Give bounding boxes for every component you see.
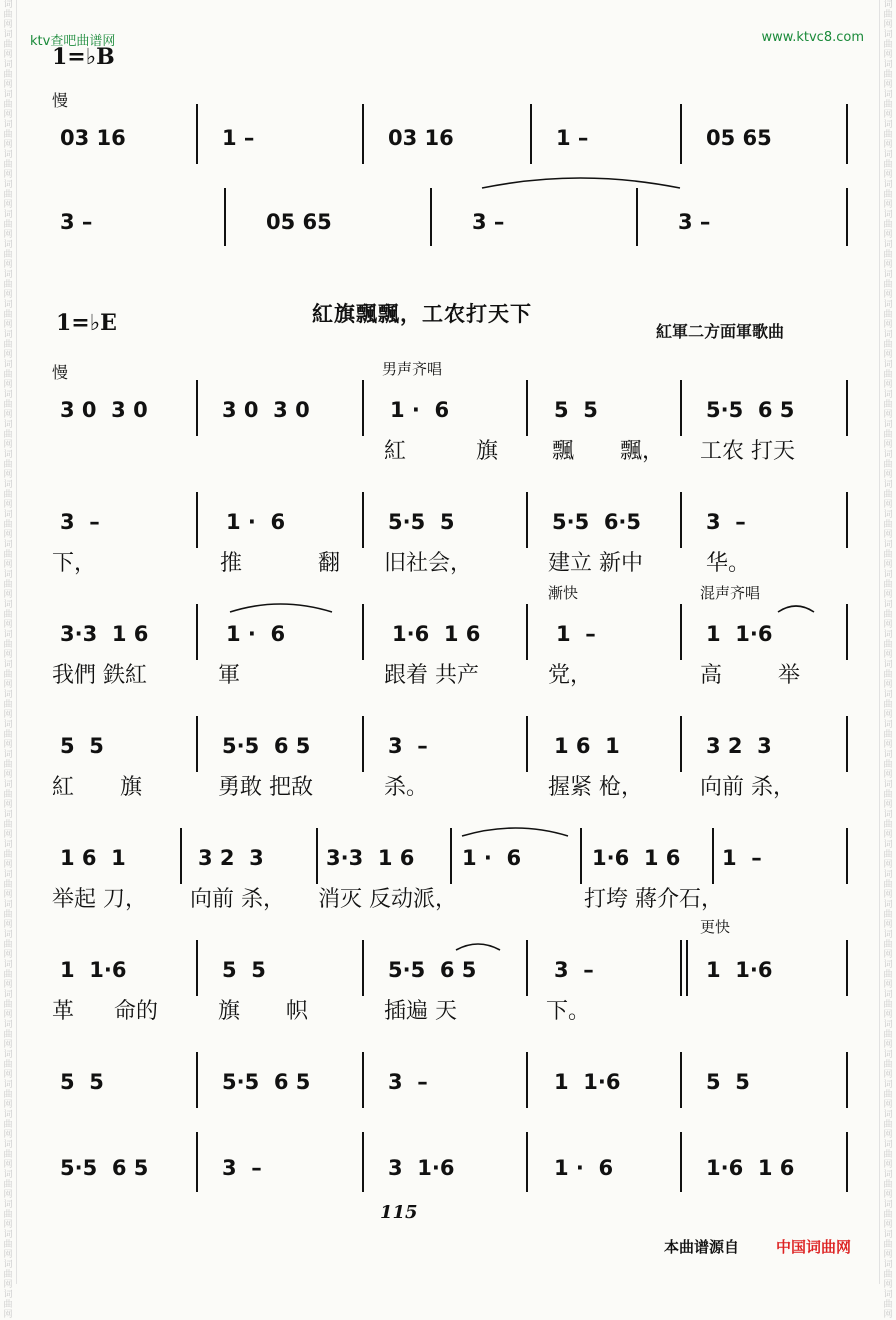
measure-notes: 3 2 3 — [198, 846, 264, 870]
song-tempo: 慢 — [52, 363, 69, 382]
lyric: 旗 — [120, 775, 143, 800]
site-name-header[interactable]: ktv查吧曲谱网 — [30, 34, 116, 49]
song-subtitle: 紅軍二方面軍歌曲 — [656, 322, 785, 341]
intro-tempo: 慢 — [52, 91, 69, 110]
song-title: 紅旗飄飄，工农打天下 — [312, 302, 532, 326]
measure-notes: 5·5 6 5 — [222, 734, 311, 758]
lyric: 下， — [52, 551, 97, 576]
measure-notes: 3 2 3 — [706, 734, 772, 758]
lyric: 旗 — [476, 439, 499, 464]
measure-notes: 3 – — [388, 734, 428, 758]
measure-notes: 3 – — [472, 210, 505, 234]
measure-notes: 1 1·6 — [706, 958, 773, 982]
site-url-header[interactable]: www.ktvc8.com — [761, 30, 864, 45]
lyric: 工农 打天 — [700, 439, 795, 464]
measure-notes: 3 1·6 — [388, 1156, 455, 1180]
measure-notes: 3 – — [388, 1070, 428, 1094]
measure-notes: 5 5 — [60, 1070, 104, 1094]
lyric: 向前 杀， — [700, 775, 795, 800]
measure-notes: 1 · 6 — [226, 622, 286, 646]
lyric: 紅 — [384, 439, 407, 464]
lyric: 旧社会， — [384, 551, 473, 576]
lyric: 杀。 — [384, 775, 429, 800]
measure-notes: 1 1·6 — [60, 958, 127, 982]
measure-notes: 03 16 — [388, 126, 454, 150]
measure-notes: 5·5 5 — [388, 510, 455, 534]
measure-notes: 03 16 — [60, 126, 126, 150]
measure-notes: 3 – — [222, 1156, 262, 1180]
slur-arc — [230, 604, 332, 612]
lyric: 握紧 枪， — [548, 775, 643, 800]
measure-notes: 1·6 1 6 — [592, 846, 681, 870]
measure-notes: 5 5 — [706, 1070, 750, 1094]
measure-notes: 1·6 1 6 — [392, 622, 481, 646]
lyric: 革 — [52, 999, 75, 1024]
lyric: 旗 — [218, 999, 241, 1024]
page-number: 115 — [380, 1202, 418, 1223]
lyric: 打垮 蔣介石， — [584, 887, 723, 912]
measure-notes: 1 6 1 — [554, 734, 620, 758]
measure-notes: 3 – — [60, 210, 93, 234]
measure-notes: 1·6 1 6 — [706, 1156, 795, 1180]
measure-notes: 05 65 — [266, 210, 332, 234]
measure-notes: 3 – — [678, 210, 711, 234]
lyric: 插遍 天 — [384, 999, 457, 1024]
lyric: 建立 新中 — [548, 551, 643, 576]
measure-notes: 3·3 1 6 — [60, 622, 149, 646]
lyric: 消灭 反动派， — [318, 887, 457, 912]
lyric: 命的 — [114, 999, 159, 1024]
measure-notes: 05 65 — [706, 126, 772, 150]
measure-notes: 5·5 6 5 — [706, 398, 795, 422]
measure-notes: 5·5 6 5 — [388, 958, 477, 982]
measure-notes: 5 5 — [554, 398, 598, 422]
lyric: 帜 — [286, 999, 309, 1024]
measure-notes: 3 – — [706, 510, 746, 534]
measure-notes: 1 1·6 — [554, 1070, 621, 1094]
lyric: 党， — [548, 663, 593, 688]
measure-notes: 1 · 6 — [226, 510, 286, 534]
source-site-link[interactable]: 中国词曲网 — [776, 1238, 852, 1256]
right-watermark-strip: 词曲网词曲网词曲网词曲网词曲网词曲网词曲网词曲网词曲网词曲网词曲网词曲网词曲网词曲网词曲网词曲网词曲网词曲网词曲网词曲网词曲网词曲网词曲网词曲网词曲网词曲网词曲网词曲网词曲网词曲网词曲网词曲网词曲网词曲网词曲网词曲网词曲网词曲网词曲网词曲网词曲网词曲网词曲网词曲网 — [879, 0, 896, 1284]
measure-notes: 1 · 6 — [462, 846, 522, 870]
measure-notes: 5·5 6 5 — [222, 1070, 311, 1094]
measure-notes: 5 5 — [60, 734, 104, 758]
slur-arc — [482, 178, 680, 188]
lyric: 軍 — [218, 663, 241, 688]
lyric: 华。 — [706, 551, 751, 576]
measure-notes: 5·5 6·5 — [552, 510, 642, 534]
measure-notes: 1 6 1 — [60, 846, 126, 870]
measure-notes: 3 0 3 0 — [60, 398, 148, 422]
measure-notes: 1 – — [556, 126, 589, 150]
measure-notes: 5 5 — [222, 958, 266, 982]
source-label: 本曲谱源自 — [664, 1238, 740, 1256]
song-key-signature: 1=♭E — [56, 310, 117, 336]
lyric: 推 — [220, 551, 243, 576]
slur-arc — [462, 828, 568, 836]
lyric: 跟着 共产 — [384, 663, 479, 688]
lyric: 下。 — [546, 999, 591, 1024]
intro-key-signature: 1=♭B — [52, 44, 115, 70]
performance-note-faster: 漸快 — [548, 584, 579, 602]
slur-arc — [778, 606, 814, 612]
lyric: 翻 — [318, 551, 341, 576]
measure-notes: 1 · 6 — [554, 1156, 614, 1180]
measure-notes: 3·3 1 6 — [326, 846, 415, 870]
left-watermark-strip: 词曲网词曲网词曲网词曲网词曲网词曲网词曲网词曲网词曲网词曲网词曲网词曲网词曲网词曲网词曲网词曲网词曲网词曲网词曲网词曲网词曲网词曲网词曲网词曲网词曲网词曲网词曲网词曲网词曲网词曲网词曲网词曲网词曲网词曲网词曲网词曲网词曲网词曲网词曲网词曲网词曲网词曲网词曲网词曲网 — [0, 0, 17, 1284]
measure-notes: 1 · 6 — [390, 398, 450, 422]
lyric: 向前 杀， — [190, 887, 285, 912]
slur-arc — [456, 944, 500, 950]
measure-notes: 1 1·6 — [706, 622, 773, 646]
performance-note-more-faster: 更快 — [700, 918, 731, 936]
lyric: 高 — [700, 663, 723, 688]
lyric: 飄 — [552, 439, 575, 464]
lyric: 我們 鉄紅 — [52, 663, 147, 688]
performance-note-mixed: 混声齐唱 — [700, 584, 761, 602]
lyric: 紅 — [52, 775, 75, 800]
lyric: 勇敢 把敌 — [218, 775, 313, 800]
performance-note-male: 男声齐唱 — [382, 360, 443, 378]
measure-notes: 3 0 3 0 — [222, 398, 310, 422]
measure-notes: 3 – — [554, 958, 594, 982]
measure-notes: 1 – — [722, 846, 762, 870]
lyric: 飄， — [620, 439, 665, 464]
lyric: 举 — [778, 663, 801, 688]
measure-notes: 1 – — [222, 126, 255, 150]
measure-notes: 5·5 6 5 — [60, 1156, 149, 1180]
measure-notes: 3 – — [60, 510, 100, 534]
lyric: 举起 刀， — [52, 887, 147, 912]
measure-notes: 1 – — [556, 622, 596, 646]
